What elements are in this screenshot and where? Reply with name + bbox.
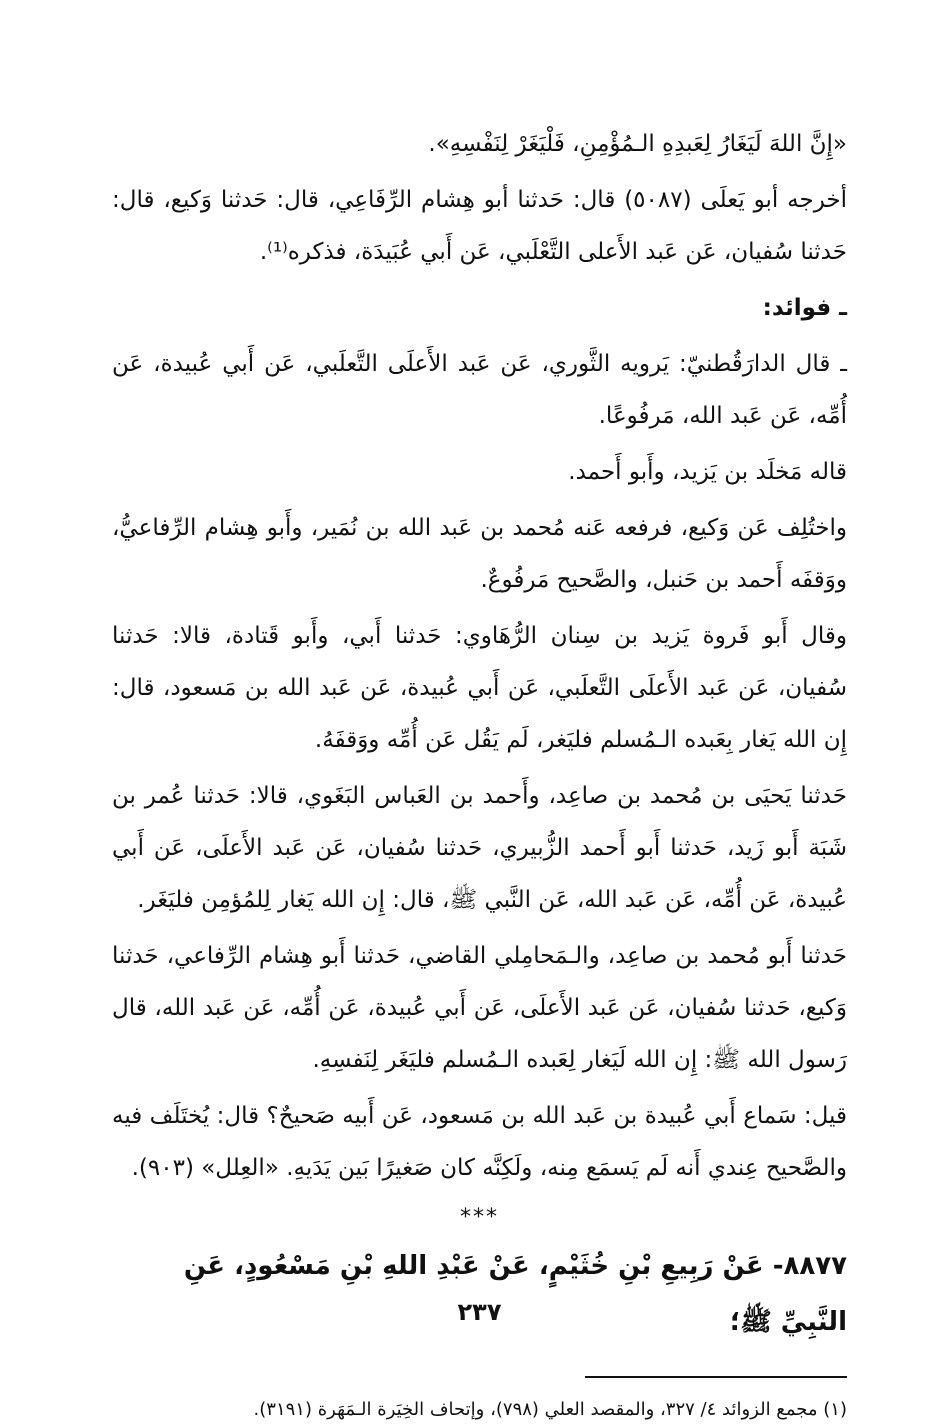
page-number: ٢٣٧ <box>457 1298 502 1326</box>
footnote: (١) مجمع الزوائد ٤/ ٣٢٧، والمقصد العلي (٧٩٨)، وإتحاف الخِيَرة الـمَهَرة (٣١٩١). <box>253 1399 847 1420</box>
fawaid-paragraph: واختُلِف عَن وَكيع، فرفعه عَنه مُحمد بن عَبد الله بن نُمَير، وأَبو هِشام الرِّفاعيُّ، ووَقفَه أَحمد بن حَنبل، والصَّحيح مَرفُوعٌ. <box>112 515 847 593</box>
fawaid-paragraph: حَدثنا يَحيَى بن مُحمد بن صاعِد، وأَحمد بن العَباس البَغَوي، قالا: حَدثنا عُمر بن شَبَة أَبو زَيد، حَدثنا أَبو أَحمد الزُّبيري، حَدثنا سُفيان، عَن عَبد الأَعلَى، عَن أَبي عُبيدة، عَن أُمِّه، عَن عَبد الله، عَن النَّبي ﷺ، قال: إِن الله يَغار لِلمُؤمِن فليَغَر. <box>112 783 847 913</box>
footnote-divider <box>585 1376 847 1378</box>
hadith-text-quote: «إِنَّ اللهَ لَيَغَارُ لِعَبدِهِ الـمُؤْمِنِ، فَلْيَغَرْ لِنَفْسِهِ». <box>428 131 847 157</box>
book-page <box>112 112 847 1420</box>
fawaid-paragraph: ـ قال الدارَقُطنيّ: يَرويه الثَّوري، عَن عَبد الأَعلَى التَّعلَبي، عَن أَبي عُبيدة، عَن أُمِّه، عَن عَبد الله، مَرفُوعًا. <box>112 351 847 429</box>
takhrij-paragraph: أخرجه أبو يَعلَى (٥٠٨٧) قال: حَدثنا أبو هِشام الرِّفَاعِي، قال: حَدثنا وَكيع، قال: حَدثنا سُفيان، عَن عَبد الأَعلى التَّعْلَبي، عَن أَبي عُبَيدَة، فذكره⁽¹⁾. <box>112 187 847 265</box>
fawaid-paragraph: قاله مَخلَد بن يَزيد، وأَبو أَحمد. <box>568 459 847 485</box>
section-separator: *** <box>460 1205 499 1230</box>
fawaid-paragraph: حَدثنا أَبو مُحمد بن صاعِد، والـمَحامِلي القاضي، حَدثنا أَبو هِشام الرِّفاعي، حَدثنا وَكيع، حَدثنا سُفيان، عَن عَبد الأَعلَى، عَن أَبي عُبيدة، عَن أُمِّه، عَن عَبد الله، قال رَسول الله ﷺ: إِن الله لَيَغار لِعَبده الـمُسلم فليَغَر لِنَفسِهِ. <box>112 943 847 1073</box>
fawaid-paragraph: قيل: سَماع أَبي عُبيدة بن عَبد الله بن مَسعود، عَن أَبيه صَحيحٌ؟ قال: يُختَلَف فيه والصَّحيح عِندي أَنه لَم يَسمَع مِنه، ولَكِنَّه كان صَغيرًا بَين يَدَيهِ. «العِلل» (٩٠٣). <box>112 1103 847 1181</box>
fawaid-heading: ـ فوائد: <box>762 295 847 321</box>
hadith-heading: ٨٨٧٧- عَنْ رَبِيعِ بْنِ خُثَيْمٍ، عَنْ عَبْدِ اللهِ بْنِ مَسْعُودٍ، عَنِ النَّبِيِّ ﷺ؛ <box>183 1251 847 1337</box>
fawaid-paragraph: وقال أَبو فَروة يَزيد بن سِنان الرُّهَاوي: حَدثنا أَبي، وأَبو قَتادة، قالا: حَدثنا سُفيان، عَن عَبد الأَعلَى التَّعلَبي، عَن أَبي عُبيدة، عَن عَبد الله بن مَسعود، قال: إِن الله يَغار بِعَبده الـمُسلم فليَغر، لَم يَقُل عَن أُمِّه ووَقفَهُ. <box>112 623 847 753</box>
